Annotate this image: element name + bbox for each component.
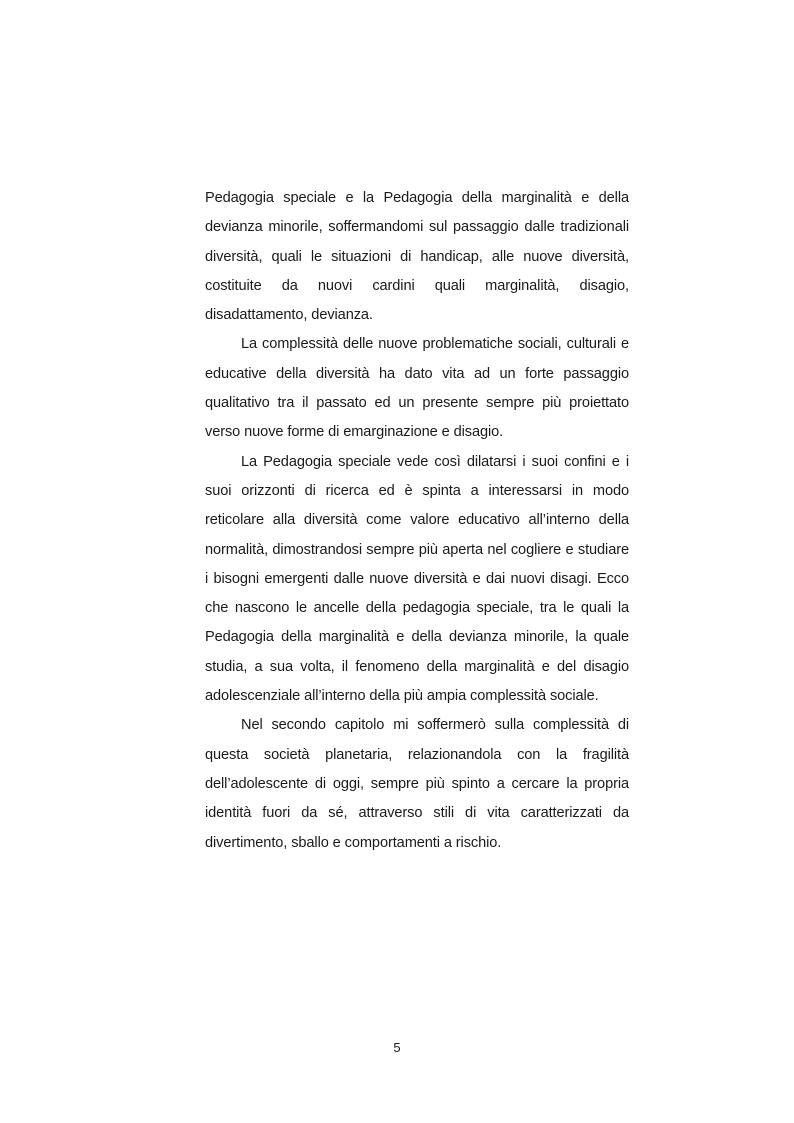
paragraph-continuation: Pedagogia speciale e la Pedagogia della marginalità e della devianza minorile, soffermandomi sul passaggio dalle tradizionali diversità, quali le situazioni di handicap, alle nuove diversità, costituite da nuovi cardini quali marginalità, disagio, disadattamento, devianza.	[205, 190, 629, 324]
body-text	[205, 184, 629, 858]
paragraph: La Pedagogia speciale vede così dilatarsi i suoi confini e i suoi orizzonti di ricerca ed è spinta a interessarsi in modo reticolare alla diversità come valore educativo all’interno della normalità, dimostrandosi sempre più aperta nel cogliere e studiare i bisogni emergenti dalle nuove diversità e dai nuovi disagi. Ecco che nascono le ancelle della pedagogia speciale, tra le quali la Pedagogia della marginalità e della devianza minorile, la quale studia, a sua volta, il fenomeno della marginalità e del disagio adolescenziale all’interno della più ampia complessità sociale.	[205, 453, 629, 705]
paragraph: La complessità delle nuove problematiche sociali, culturali e educative della diversità ha dato vita ad un forte passaggio qualitativo tra il passato ed un presente sempre più proiettato verso nuove forme di emarginazione e disagio.	[205, 336, 629, 441]
paragraph: Nel secondo capitolo mi soffermerò sulla complessità di questa società planetaria, relazionandola con la fragilità dell’adolescente di oggi, sempre più spinto a cercare la propria identità fuori da sé, attraverso stili di vita caratterizzati da divertimento, sballo e comportamenti a rischio.	[205, 717, 629, 851]
page-number: 5	[393, 1040, 401, 1055]
